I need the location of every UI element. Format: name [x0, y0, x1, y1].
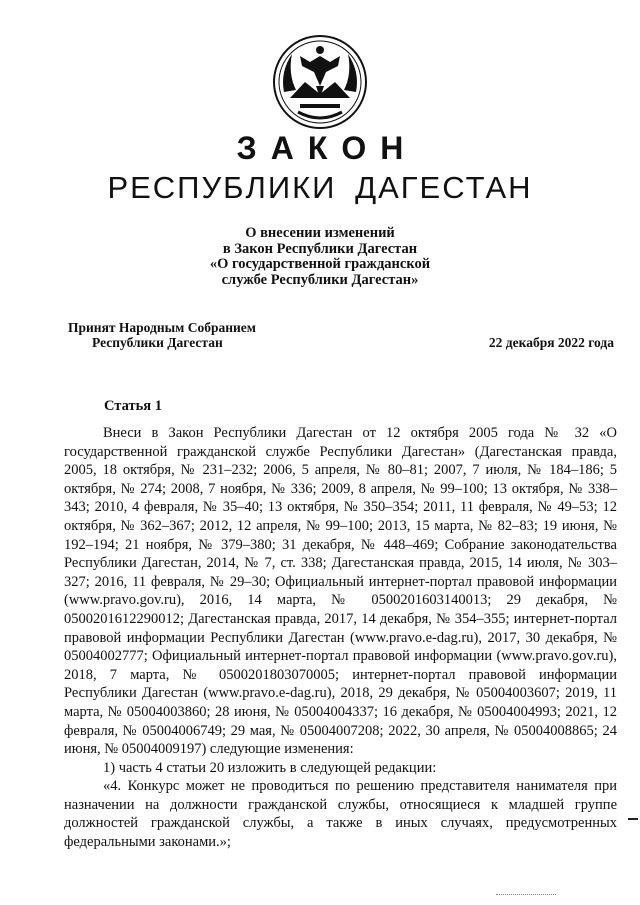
subtitle-line: «О государственной гражданской: [209, 256, 431, 272]
article-item-paragraph: 1) часть 4 статьи 20 изложить в следующей редакции:: [103, 759, 437, 776]
adoption-date: 22 декабря 2022 года: [488, 335, 614, 350]
adoption-note: [68, 320, 256, 350]
subtitle-line: в Закон Республики Дагестан: [222, 240, 418, 257]
adoption-line: Принят Народным Собранием: [68, 320, 256, 335]
adoption-line: Республики Дагестан: [92, 335, 223, 350]
scan-artifact: [496, 894, 556, 896]
subtitle-line: службе Республики Дагестан»: [221, 271, 419, 288]
dagestan-coat-of-arms-icon: [270, 32, 370, 132]
article-heading: Статья 1: [104, 398, 162, 414]
subtitle-line: О внесении изменений: [245, 225, 395, 241]
republic-name: РЕСПУБЛИКИ ДАГЕСТАН: [107, 170, 533, 205]
article-intro-paragraph: Внеси в Закон Республики Дагестан от 12 октября 2005 года № 32 «О государственной гражданской службе Республики Дагестан» (Дагестанская правда, 2005, 18 октября, № 231–232; 2006, 5 апреля, № 80–81; 2007, 7 июля, № 184–186; 5 октября, № 274; 2008, 7 ноября, № 336; 2009, 8 апреля, № 99–100; 13 октября, № 338–343; 2010, 4 февраля, № 35–40; 13 октября, № 350–354; 2011, 11 февраля, № 49–53; 12 октября, № 362–367; 2012, 12 апреля, № 99–100; 2013, 15 марта, № 82–83; 19 июня, № 192–194; 21 ноября, № 379–380; 31 декабря, № 448–469; Собрание законодательства Республики Дагестан, 2014, № 7, ст. 338; Дагестанская правда, 2015, 14 июля, № 303–327; 2016, 11 февраля, № 29–30; Официальный интернет-портал правовой информации (www.pravo.gov.ru), 2016, 14 марта, № 0500201603140013; 29 декабря, № 0500201612290012; Дагестанская правда, 2017, 14 декабря, № 354–355; интернет-портал правовой информации Республики Дагестан (www.pravo.e-dag.ru), 2017, 30 декабря, № 05004002777; Официальный интернет-портал правовой информации (www.pravo.gov.ru), 2018, 7 марта, № 0500201803070005; интернет-портал правовой информации Республики Дагестан (www.pravo.e-dag.ru), 2018, 29 декабря, № 05004003607; 2019, 11 марта, № 05004003860; 28 июня, № 05004004337; 16 декабря, № 05004004993; 2021, 12 февраля, № 05004006749; 29 мая, № 05004007208; 2022, 30 апреля, № 05004008865; 24 июня, № 05004009197) следующие изменения:: [64, 425, 617, 758]
margin-mark: [628, 818, 638, 820]
law-subtitle: [0, 226, 640, 288]
article-body: [64, 424, 617, 852]
article-quote-paragraph: «4. Конкурс может не проводиться по решению представителя нанимателя при назначении на должности гражданской службы, относящиеся к младшей группе должностей гражданской службы, а также в иных случаях, предусмотренных федеральными законами.»;: [64, 778, 617, 851]
law-title: ЗАКОН: [236, 130, 418, 166]
